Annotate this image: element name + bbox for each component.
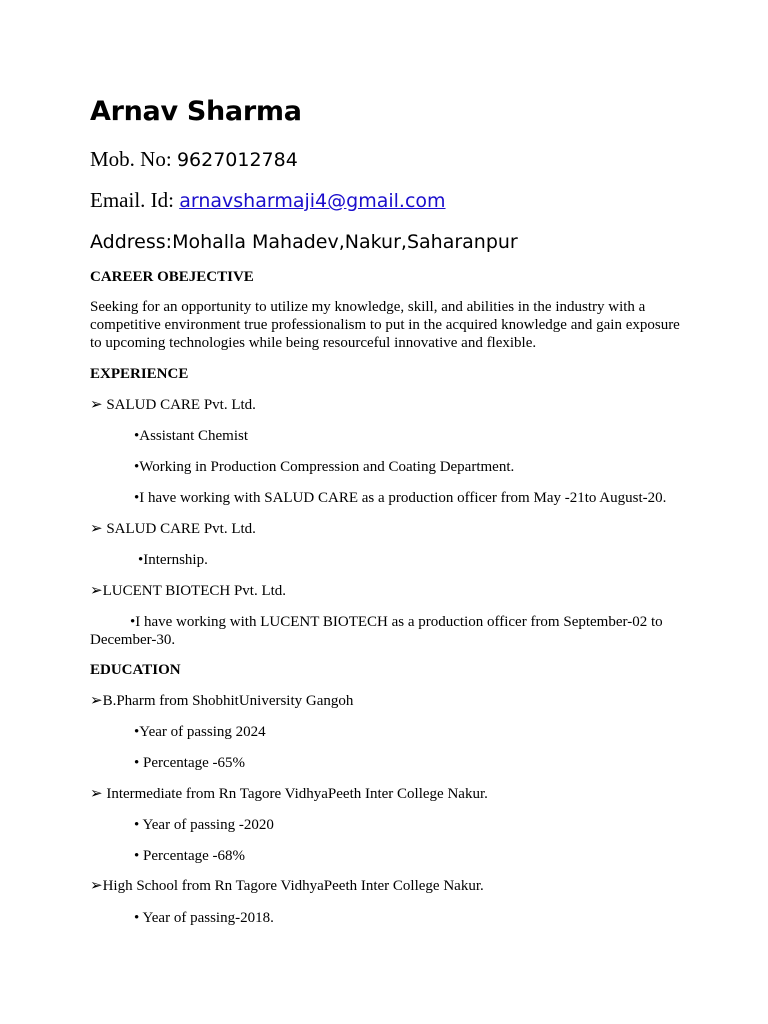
- experience-company: ➢ SALUD CARE Pvt. Ltd.: [90, 397, 256, 413]
- education-degree: ➢High School from Rn Tagore VidhyaPeeth Inter College Nakur.: [90, 878, 484, 894]
- career-objective-text: Seeking for an opportunity to utilize my knowledge, skill, and abilities in the industry with a competitive environment true professionalism to put in the acquired knowledge and gain exposure to upcoming technologies while being resourceful innovative and flexible.: [90, 299, 680, 351]
- experience-detail: •Assistant Chemist: [134, 428, 249, 444]
- mobile-line: [90, 146, 298, 173]
- address-value: Mohalla Mahadev,Nakur,Saharanpur: [172, 231, 518, 253]
- address-label: Address:: [90, 231, 173, 253]
- education-detail: • Year of passing -2020: [134, 817, 274, 833]
- career-objective-heading: CAREER OBEJECTIVE: [90, 269, 254, 285]
- mobile-number: 9627012784: [176, 149, 298, 171]
- education-degree: ➢ Intermediate from Rn Tagore VidhyaPeeth Inter College Nakur.: [90, 786, 488, 802]
- education-detail: • Year of passing-2018.: [134, 910, 274, 926]
- experience-company: ➢ SALUD CARE Pvt. Ltd.: [90, 521, 256, 537]
- experience-company: ➢LUCENT BIOTECH Pvt. Ltd.: [90, 583, 287, 599]
- education-degree: ➢B.Pharm from ShobhitUniversity Gangoh: [90, 693, 354, 709]
- education-detail: • Percentage -68%: [134, 848, 246, 864]
- education-heading: EDUCATION: [90, 662, 181, 678]
- mobile-label: Mob. No:: [90, 147, 177, 171]
- address-line: [90, 229, 518, 255]
- experience-detail: •I have working with SALUD CARE as a production officer from May -21to August-20.: [134, 490, 667, 506]
- candidate-name: Arnav Sharma: [90, 96, 302, 127]
- education-detail: • Percentage -65%: [134, 755, 246, 771]
- experience-heading: EXPERIENCE: [90, 366, 189, 382]
- email-link[interactable]: arnavsharmaji4@gmail.com: [179, 190, 446, 212]
- experience-detail: •I have working with LUCENT BIOTECH as a production officer from September-02 to December-30.: [90, 614, 663, 648]
- education-detail: •Year of passing 2024: [134, 724, 266, 740]
- email-line: [90, 187, 446, 214]
- experience-detail: •Working in Production Compression and Coating Department.: [134, 459, 515, 475]
- email-label: Email. Id:: [90, 188, 180, 212]
- experience-detail: •Internship.: [138, 552, 208, 568]
